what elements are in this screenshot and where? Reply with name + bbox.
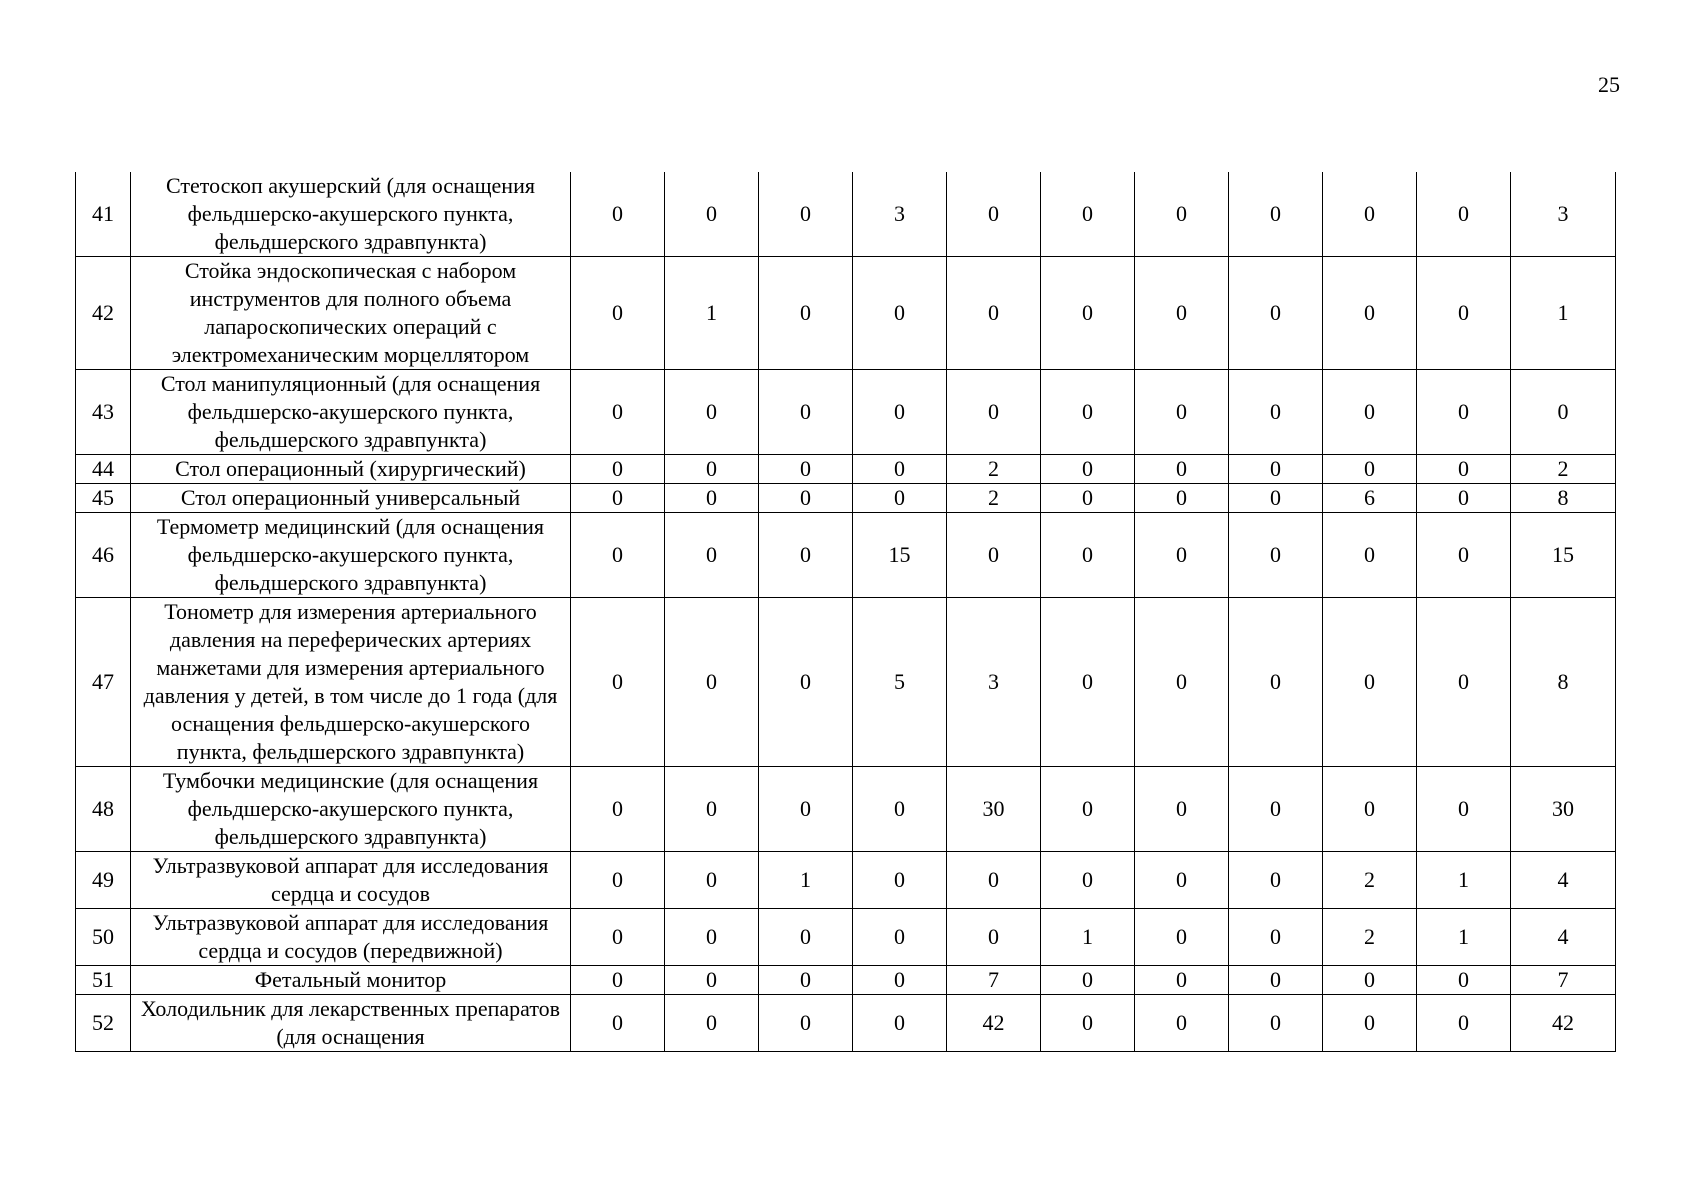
total-cell: 8 [1511, 484, 1616, 513]
quantity-cell: 0 [1417, 257, 1511, 370]
quantity-cell: 0 [1229, 909, 1323, 966]
quantity-cell: 0 [1229, 484, 1323, 513]
quantity-cell: 0 [1417, 767, 1511, 852]
quantity-cell: 0 [1323, 513, 1417, 598]
quantity-cell: 0 [665, 370, 759, 455]
table-row [76, 767, 1616, 852]
row-number: 41 [76, 172, 131, 257]
quantity-cell: 0 [1323, 767, 1417, 852]
table-row [76, 598, 1616, 767]
row-number: 50 [76, 909, 131, 966]
row-number: 42 [76, 257, 131, 370]
quantity-cell: 0 [571, 513, 665, 598]
quantity-cell: 0 [665, 852, 759, 909]
quantity-cell: 0 [665, 995, 759, 1052]
quantity-cell: 0 [1229, 455, 1323, 484]
quantity-cell: 0 [759, 455, 853, 484]
table-row [76, 257, 1616, 370]
total-cell: 30 [1511, 767, 1616, 852]
quantity-cell: 0 [1323, 455, 1417, 484]
quantity-cell: 0 [1229, 767, 1323, 852]
quantity-cell: 0 [947, 909, 1041, 966]
page-number: 25 [1598, 72, 1620, 97]
quantity-cell: 0 [571, 995, 665, 1052]
quantity-cell: 0 [1229, 172, 1323, 257]
quantity-cell: 0 [571, 484, 665, 513]
quantity-cell: 0 [571, 370, 665, 455]
quantity-cell: 0 [665, 966, 759, 995]
quantity-cell: 0 [1041, 767, 1135, 852]
table-row [76, 370, 1616, 455]
quantity-cell: 0 [571, 455, 665, 484]
quantity-cell: 0 [665, 767, 759, 852]
quantity-cell: 3 [947, 598, 1041, 767]
quantity-cell: 0 [1135, 455, 1229, 484]
table-row [76, 852, 1616, 909]
quantity-cell: 0 [665, 455, 759, 484]
quantity-cell: 0 [853, 966, 947, 995]
table-row [76, 909, 1616, 966]
table-row [76, 455, 1616, 484]
quantity-cell: 0 [1229, 370, 1323, 455]
quantity-cell: 0 [1135, 995, 1229, 1052]
quantity-cell: 0 [759, 966, 853, 995]
row-number: 46 [76, 513, 131, 598]
equipment-table [75, 172, 1616, 1052]
quantity-cell: 0 [1135, 909, 1229, 966]
quantity-cell: 0 [853, 484, 947, 513]
quantity-cell: 0 [1229, 513, 1323, 598]
quantity-cell: 0 [1417, 484, 1511, 513]
quantity-cell: 0 [759, 172, 853, 257]
quantity-cell: 2 [947, 455, 1041, 484]
quantity-cell: 0 [1229, 852, 1323, 909]
quantity-cell: 0 [665, 598, 759, 767]
equipment-name: Стол операционный универсальный [131, 484, 571, 513]
quantity-cell: 0 [665, 172, 759, 257]
quantity-cell: 0 [853, 909, 947, 966]
quantity-cell: 0 [759, 598, 853, 767]
total-cell: 15 [1511, 513, 1616, 598]
quantity-cell: 0 [1041, 598, 1135, 767]
quantity-cell: 0 [1417, 370, 1511, 455]
quantity-cell: 0 [571, 598, 665, 767]
quantity-cell: 7 [947, 966, 1041, 995]
quantity-cell: 0 [759, 767, 853, 852]
quantity-cell: 2 [1323, 909, 1417, 966]
row-number: 45 [76, 484, 131, 513]
row-number: 51 [76, 966, 131, 995]
quantity-cell: 0 [759, 370, 853, 455]
quantity-cell: 0 [571, 966, 665, 995]
quantity-cell: 0 [571, 257, 665, 370]
quantity-cell: 1 [1417, 852, 1511, 909]
quantity-cell: 5 [853, 598, 947, 767]
quantity-cell: 0 [1323, 966, 1417, 995]
quantity-cell: 0 [1135, 513, 1229, 598]
total-cell: 4 [1511, 852, 1616, 909]
quantity-cell: 0 [759, 995, 853, 1052]
quantity-cell: 0 [1323, 257, 1417, 370]
quantity-cell: 0 [1135, 257, 1229, 370]
quantity-cell: 0 [1417, 598, 1511, 767]
quantity-cell: 0 [853, 995, 947, 1052]
equipment-name: Стол манипуляционный (для оснащения фельдшерско-акушерского пункта, фельдшерского здравпункта) [131, 370, 571, 455]
table-row [76, 513, 1616, 598]
row-number: 49 [76, 852, 131, 909]
total-cell: 2 [1511, 455, 1616, 484]
quantity-cell: 0 [1041, 966, 1135, 995]
total-cell: 42 [1511, 995, 1616, 1052]
table-row [76, 484, 1616, 513]
quantity-cell: 0 [947, 172, 1041, 257]
total-cell: 1 [1511, 257, 1616, 370]
total-cell: 4 [1511, 909, 1616, 966]
quantity-cell: 0 [853, 370, 947, 455]
quantity-cell: 0 [1417, 455, 1511, 484]
quantity-cell: 0 [853, 455, 947, 484]
quantity-cell: 0 [1135, 852, 1229, 909]
quantity-cell: 6 [1323, 484, 1417, 513]
quantity-cell: 0 [1135, 370, 1229, 455]
total-cell: 7 [1511, 966, 1616, 995]
quantity-cell: 0 [1417, 995, 1511, 1052]
quantity-cell: 0 [1041, 370, 1135, 455]
equipment-name: Тумбочки медицинские (для оснащения фельдшерско-акушерского пункта, фельдшерского здравпункта) [131, 767, 571, 852]
quantity-cell: 1 [665, 257, 759, 370]
quantity-cell: 0 [665, 484, 759, 513]
quantity-cell: 0 [571, 909, 665, 966]
quantity-cell: 0 [1135, 484, 1229, 513]
quantity-cell: 2 [947, 484, 1041, 513]
equipment-name: Ультразвуковой аппарат для исследования сердца и сосудов (передвижной) [131, 909, 571, 966]
quantity-cell: 30 [947, 767, 1041, 852]
quantity-cell: 0 [759, 909, 853, 966]
quantity-cell: 0 [853, 257, 947, 370]
quantity-cell: 0 [1041, 995, 1135, 1052]
total-cell: 3 [1511, 172, 1616, 257]
quantity-cell: 0 [1135, 767, 1229, 852]
quantity-cell: 0 [1041, 172, 1135, 257]
table-row [76, 995, 1616, 1052]
quantity-cell: 0 [1417, 172, 1511, 257]
quantity-cell: 0 [947, 513, 1041, 598]
quantity-cell: 0 [665, 513, 759, 598]
row-number: 52 [76, 995, 131, 1052]
quantity-cell: 0 [1135, 966, 1229, 995]
quantity-cell: 1 [1041, 909, 1135, 966]
quantity-cell: 0 [571, 172, 665, 257]
quantity-cell: 0 [571, 852, 665, 909]
equipment-name: Термометр медицинский (для оснащения фельдшерско-акушерского пункта, фельдшерского здравпункта) [131, 513, 571, 598]
quantity-cell: 0 [853, 767, 947, 852]
quantity-cell: 3 [853, 172, 947, 257]
quantity-cell: 42 [947, 995, 1041, 1052]
quantity-cell: 0 [1229, 257, 1323, 370]
row-number: 44 [76, 455, 131, 484]
quantity-cell: 0 [1229, 598, 1323, 767]
quantity-cell: 0 [1229, 995, 1323, 1052]
quantity-cell: 0 [1041, 484, 1135, 513]
equipment-name: Холодильник для лекарственных препаратов (для оснащения [131, 995, 571, 1052]
quantity-cell: 0 [1041, 455, 1135, 484]
equipment-name: Стойка эндоскопическая с набором инструментов для полного объема лапароскопических операций с электромеханическим морцеллятором [131, 257, 571, 370]
equipment-name: Стол операционный (хирургический) [131, 455, 571, 484]
total-cell: 0 [1511, 370, 1616, 455]
total-cell: 8 [1511, 598, 1616, 767]
quantity-cell: 1 [1417, 909, 1511, 966]
quantity-cell: 0 [665, 909, 759, 966]
quantity-cell: 0 [571, 767, 665, 852]
quantity-cell: 0 [1323, 370, 1417, 455]
quantity-cell: 0 [947, 852, 1041, 909]
quantity-cell: 0 [1417, 513, 1511, 598]
quantity-cell: 0 [947, 370, 1041, 455]
equipment-name: Стетоскоп акушерский (для оснащения фельдшерско-акушерского пункта, фельдшерского здравпункта) [131, 172, 571, 257]
quantity-cell: 0 [759, 513, 853, 598]
row-number: 48 [76, 767, 131, 852]
quantity-cell: 0 [1135, 598, 1229, 767]
quantity-cell: 15 [853, 513, 947, 598]
equipment-name: Ультразвуковой аппарат для исследования сердца и сосудов [131, 852, 571, 909]
row-number: 43 [76, 370, 131, 455]
quantity-cell: 0 [1323, 172, 1417, 257]
table-row [76, 966, 1616, 995]
quantity-cell: 0 [759, 484, 853, 513]
quantity-cell: 0 [1323, 598, 1417, 767]
quantity-cell: 0 [1041, 852, 1135, 909]
equipment-name: Фетальный монитор [131, 966, 571, 995]
row-number: 47 [76, 598, 131, 767]
quantity-cell: 0 [759, 257, 853, 370]
equipment-name: Тонометр для измерения артериального давления на переферических артериях манжетами для измерения артериального давления у детей, в том числе до 1 года (для оснащения фельдшерско-акушерского пункта, фельдшерского здравпункта) [131, 598, 571, 767]
quantity-cell: 0 [1041, 513, 1135, 598]
quantity-cell: 0 [853, 852, 947, 909]
quantity-cell: 0 [1229, 966, 1323, 995]
quantity-cell: 0 [1041, 257, 1135, 370]
quantity-cell: 1 [759, 852, 853, 909]
quantity-cell: 2 [1323, 852, 1417, 909]
quantity-cell: 0 [1135, 172, 1229, 257]
quantity-cell: 0 [1323, 995, 1417, 1052]
quantity-cell: 0 [947, 257, 1041, 370]
table-row [76, 172, 1616, 257]
quantity-cell: 0 [1417, 966, 1511, 995]
